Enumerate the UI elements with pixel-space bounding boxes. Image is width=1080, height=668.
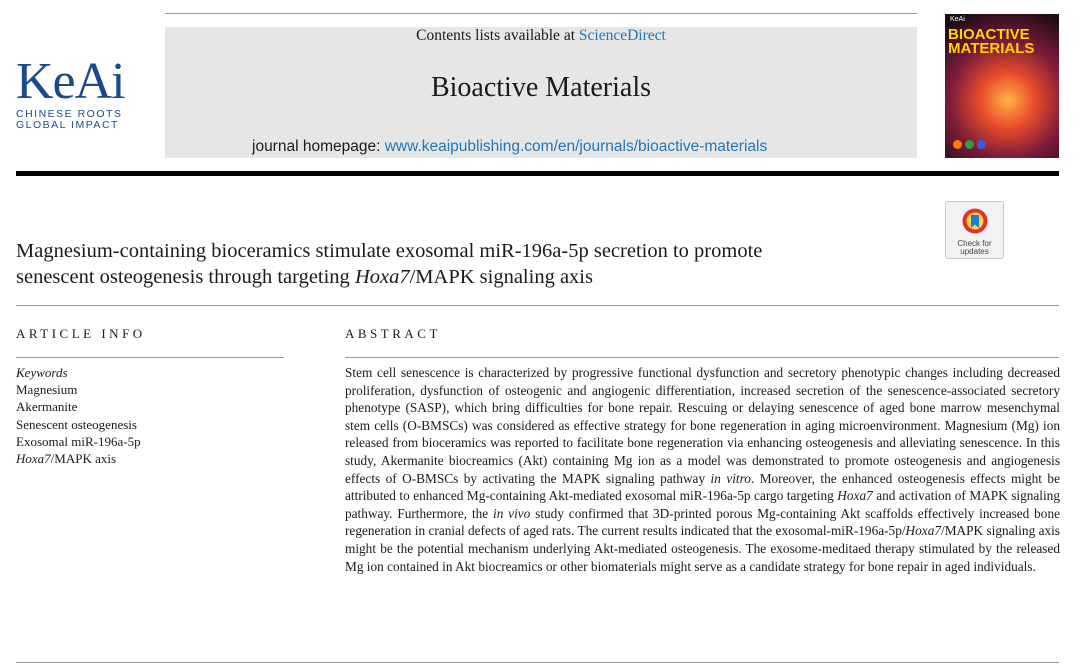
article-info-divider (16, 357, 284, 358)
journal-homepage-link[interactable]: www.keaipublishing.com/en/journals/bioactive-materials (384, 138, 768, 155)
abstract-text: and activation of MAPK signaling pathway. Furthermore, the (345, 488, 1060, 521)
article-title-line2 (16, 264, 916, 290)
journal-title: Bioactive Materials (430, 72, 652, 103)
article-title (16, 238, 916, 290)
sciencedirect-link[interactable]: ScienceDirect (578, 27, 666, 44)
check-for-updates-button[interactable] (945, 201, 1004, 259)
crossmark-icon (961, 207, 989, 235)
keai-tagline-line1: CHINESE ROOTS (16, 108, 123, 120)
keywords-label: Keywords (16, 365, 68, 380)
journal-homepage-line (252, 138, 767, 156)
keai-logo[interactable] (16, 53, 146, 131)
article-title-text: /MAPK signaling axis (409, 266, 593, 288)
title-divider (16, 305, 1059, 306)
cover-decoration (953, 140, 962, 149)
article-title-text: senescent osteogenesis through targeting (16, 266, 355, 288)
abstract-text: . Moreover, the enhanced osteogenesis effects might be attributed to enhanced Mg-containing Akt-mediated exosomal miR-196a-5p cargo targeting (345, 470, 1060, 504)
keyword-item[interactable]: Exosomal miR-196a-5p (16, 433, 141, 449)
check-for-updates-line2: updates (960, 247, 989, 256)
homepage-prefix: journal homepage: (252, 138, 385, 155)
keai-wordmark: KeAi (16, 53, 125, 110)
abstract-text: Stem cell senescence is characterized by progressive functional dysfunction and secretory phenotypic changes including decreased proliferation, dysfunction of osteogenic and angiogenic differentiation, increased secretion of the senescence-associated secretory phenotype (SASP), which bring difficulties for bone repair. Rescuing or delaying senescence of aged bone marrow mesenchymal stem cells (O-BMSCs) was considered as effective strategy for bone regeneration in aging microenvironment. Magnesium (Mg) ion released from bioceramics was reported to facilitate bone regeneration via enhancing osteogenesis and alleviating senescence. In this study, Akermanite biocreamics (Akt) containing Mg ion as a model was demonstrated to promote osteogenesis and angiogenesis effects of O-BMSCs by activating the MAPK signaling pathway (345, 365, 1060, 486)
bottom-divider (16, 662, 1059, 663)
abstract-italic: in vivo (493, 505, 531, 521)
abstract-italic: in vitro (710, 470, 751, 486)
journal-cover-image[interactable] (945, 14, 1059, 158)
keyword-item[interactable] (16, 450, 141, 467)
article-title-line1: Magnesium-containing bioceramics stimulate exosomal miR-196a-5p secretion to promote (16, 240, 763, 262)
abstract-heading: ABSTRACT (345, 326, 441, 341)
abstract-divider (345, 357, 1059, 358)
cover-decoration (977, 140, 986, 149)
abstract-text: study confirmed that 3D-printed porous Mg-containing Akt scaffolds effectively increased bone regeneration in cranial defects of aged rats. The current results indicated that the exosomal-miR-196a-5p/ (345, 505, 1060, 539)
abstract-text: /MAPK signaling axis might be the potential mechanism underlying Akt-mediated osteogenesis. The exosome-meditaed therapy stimulated by the released Mg ion contained in Akt biocreamics or other biomaterials might serve as a candidate strategy for bone repair in aged individuals. (345, 523, 1060, 574)
cover-title (948, 28, 1058, 56)
keyword-gene: Hoxa7 (16, 451, 51, 467)
check-for-updates-label (946, 240, 1003, 256)
cover-title-line2: MATERIALS (948, 40, 1035, 57)
header-thick-rule (16, 171, 1059, 176)
keyword-item[interactable]: Magnesium (16, 382, 78, 398)
keyword-item[interactable]: Akermanite (16, 399, 78, 415)
cover-publisher: KeAi (950, 16, 965, 23)
article-title-gene: Hoxa7 (354, 266, 410, 288)
article-info-heading: ARTICLE INFO (16, 326, 146, 341)
abstract-italic: Hoxa7 (905, 523, 941, 539)
keyword-text: /MAPK axis (50, 451, 117, 467)
keyword-item[interactable]: Senescent osteogenesis (16, 416, 137, 432)
cover-title-line1: BIOACTIVE (948, 26, 1030, 43)
check-for-updates-line1: Check for (957, 239, 992, 248)
header-top-rule (165, 13, 917, 14)
contents-prefix: Contents lists available at (416, 27, 579, 44)
contents-line (165, 27, 917, 45)
keywords-list (16, 364, 141, 467)
keai-tagline (16, 109, 146, 131)
abstract-italic: Hoxa7 (837, 488, 873, 504)
keai-tagline-line2: GLOBAL IMPACT (16, 119, 119, 131)
abstract-body (345, 364, 1060, 575)
cover-decoration (965, 140, 974, 149)
